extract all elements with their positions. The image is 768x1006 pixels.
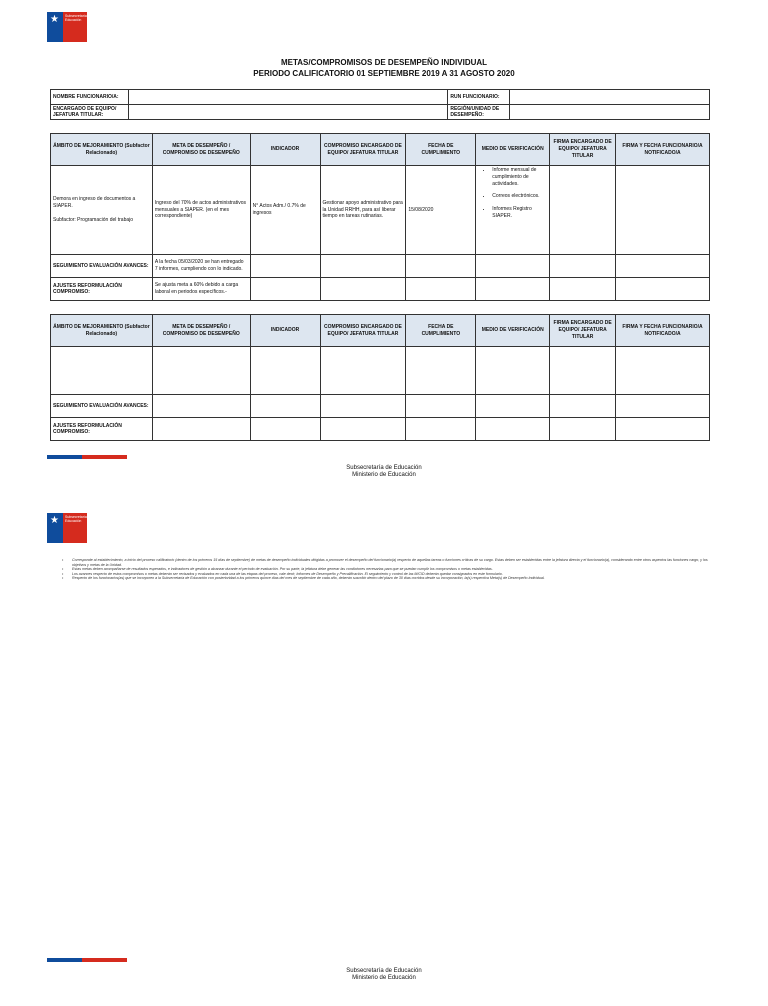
metas-table-2 bbox=[50, 314, 710, 441]
nombre-label: NOMBRE FUNCIONARIO/A: bbox=[51, 90, 129, 105]
col-medio: MEDIO DE VERIFICACIÓN bbox=[476, 315, 550, 347]
footer-line-1: Subsecretaría de Educación bbox=[346, 465, 422, 471]
col-indicador: INDICADOR bbox=[250, 134, 320, 166]
gobierno-logo: ★ Subsecretaría Educación bbox=[47, 12, 87, 42]
col-firma-encargado: FIRMA ENCARGADO DE EQUIPO/ JEFATURA TITULAR bbox=[550, 134, 616, 166]
run-label: RUN FUNCIONARIO: bbox=[448, 90, 510, 105]
encargado-label: ENCARGADO DE EQUIPO/ JEFATURA TITULAR: bbox=[51, 105, 129, 120]
run-field[interactable] bbox=[510, 90, 710, 105]
meta-cell[interactable] bbox=[152, 347, 250, 395]
firma-funcionario-cell[interactable] bbox=[616, 347, 710, 395]
col-firma-encargado: FIRMA ENCARGADO DE EQUIPO/ JEFATURA TITULAR bbox=[550, 315, 616, 347]
list-item: • Estas metas deben acompañarse de resultados esperados, e indicadores de gestión a alcanzar durante el período de evaluación. Por su parte, la jefatura debe generar las condiciones necesarias para que se puedan cumplir los compromisos o metas establecidas. bbox=[62, 567, 712, 572]
firma-encargado-cell[interactable] bbox=[550, 166, 616, 255]
list-item: • Informe mensual de cumplimiento de actividades. bbox=[492, 167, 547, 187]
metas-table-1 bbox=[50, 133, 710, 301]
document-period: PERIODO CALIFICATORIO 01 SEPTIEMBRE 2019 A 31 AGOSTO 2020 bbox=[253, 69, 515, 78]
medio-cell[interactable] bbox=[476, 166, 550, 255]
col-ambito: ÁMBITO DE MEJORAMIENTO (Subfactor Relacionado) bbox=[51, 315, 153, 347]
list-item: • Respecto de los funcionarios(as) que se incorporen a la Subsecretaría de Educación con posterioridad a los primeros quince días del mes de septiembre de cada año, deberán suscribir dentro del plazo de 30 días corridos desde su incorporación, la(s) respectiva Meta(s) de Desempeño Individual. bbox=[62, 576, 712, 581]
list-item: • Corresponde al establecimiento, a inicio del proceso calificatorio (dentro de los primeros 15 días de septiembre) de metas de desempeño individuales dirigidas a promover el desempeño del funcionario(a) respecto de aquellas tareas o funciones críticas de su cargo. Estas deben ser establecidas entre la jefatura directa y el funcionario(a), considerando entre otros aspectos las funciones cargo, y los objetivos y metas de la Unidad. bbox=[62, 558, 712, 567]
compromiso-cell[interactable] bbox=[320, 347, 406, 395]
seguimiento-value[interactable]: A la fecha 05/03/2020 se han entregado 7 informes, cumpliendo con lo indicado. bbox=[152, 255, 250, 278]
region-label: REGIÓN/UNIDAD DE DESEMPEÑO: bbox=[448, 105, 510, 120]
col-meta: META DE DESEMPEÑO / COMPROMISO DE DESEMPEÑO bbox=[152, 315, 250, 347]
seguimiento-label: SEGUIMIENTO EVALUACIÓN AVANCES: bbox=[51, 395, 153, 418]
seguimiento-value[interactable] bbox=[152, 395, 250, 418]
medio-cell[interactable] bbox=[476, 347, 550, 395]
logo-text: Subsecretaría Educación bbox=[65, 515, 87, 523]
footer-flag-bar bbox=[47, 455, 127, 459]
footer-line-1: Subsecretaría de Educación bbox=[346, 968, 422, 974]
ajustes-label: AJUSTES REFORMULACIÓN COMPROMISO: bbox=[51, 418, 153, 441]
fecha-cell[interactable]: 15/08/2020 bbox=[406, 166, 476, 255]
logo-text: Subsecretaría Educación bbox=[65, 14, 87, 22]
footer-line-2: Ministerio de Educación bbox=[352, 975, 416, 981]
document-title: METAS/COMPROMISOS DE DESEMPEÑO INDIVIDUAL bbox=[280, 58, 488, 67]
region-field[interactable] bbox=[510, 105, 710, 120]
compromiso-cell[interactable]: Gestionar apoyo administrativo para la Unidad RRHH, para así liberar tiempo en tareas rutinarias. bbox=[320, 166, 406, 255]
footer-flag-bar bbox=[47, 958, 127, 962]
ambito-cell[interactable] bbox=[51, 166, 153, 255]
encargado-field[interactable] bbox=[128, 105, 447, 120]
fecha-cell[interactable] bbox=[406, 347, 476, 395]
ambito-cell[interactable] bbox=[51, 347, 153, 395]
col-compromiso: COMPROMISO ENCARGADO DE EQUIPO/ JEFATURA TITULAR bbox=[320, 315, 406, 347]
indicador-cell[interactable] bbox=[250, 347, 320, 395]
indicador-cell[interactable]: N° Actos Adm./ 0.7% de ingresos bbox=[250, 166, 320, 255]
subfactor-text: Subfactor: Programación del trabajo bbox=[53, 216, 134, 223]
footnotes-list bbox=[62, 558, 712, 581]
list-item: • Los avances respecto de estos compromisos o metas deberán ser revisados y evaluados en cada una de las etapas del proceso, vale decir, Informes de Desempeño y Precalificación. El seguimiento y control de las M/CID deberán quedar consignados en este formulario. bbox=[62, 572, 712, 577]
col-medio: MEDIO DE VERIFICACIÓN bbox=[476, 134, 550, 166]
employee-info-table bbox=[50, 89, 710, 120]
col-meta: META DE DESEMPEÑO / COMPROMISO DE DESEMPEÑO bbox=[152, 134, 250, 166]
meta-cell[interactable]: Ingreso del 70% de actos administrativos mensuales a SIAPER. (en el mes correspondiente) bbox=[152, 166, 250, 255]
ajustes-value[interactable]: Se ajusta meta a 60% debido a carga laboral en periodos específicos.- bbox=[152, 278, 250, 301]
col-firma-funcionario: FIRMA Y FECHA FUNCIONARIO/A NOTIFICADO/A bbox=[616, 315, 710, 347]
col-indicador: INDICADOR bbox=[250, 315, 320, 347]
col-ambito: ÁMBITO DE MEJORAMIENTO (Subfactor Relacionado) bbox=[51, 134, 153, 166]
list-item: • Informes Registro SIAPER. bbox=[492, 206, 547, 220]
firma-encargado-cell[interactable] bbox=[550, 347, 616, 395]
medio-list bbox=[478, 167, 547, 220]
ambito-text: Demora en ingreso de documentos a SIAPER. bbox=[53, 196, 136, 210]
seguimiento-label: SEGUIMIENTO EVALUACIÓN AVANCES: bbox=[51, 255, 153, 278]
col-fecha: FECHA DE CUMPLIMIENTO bbox=[406, 315, 476, 347]
nombre-field[interactable] bbox=[128, 90, 447, 105]
gobierno-logo: ★ Subsecretaría Educación bbox=[47, 513, 87, 543]
ajustes-value[interactable] bbox=[152, 418, 250, 441]
list-item: • Correos electrónicos. bbox=[492, 193, 547, 200]
ajustes-label: AJUSTES REFORMULACIÓN COMPROMISO: bbox=[51, 278, 153, 301]
firma-funcionario-cell[interactable] bbox=[616, 166, 710, 255]
col-fecha: FECHA DE CUMPLIMIENTO bbox=[406, 134, 476, 166]
col-compromiso: COMPROMISO ENCARGADO DE EQUIPO/ JEFATURA TITULAR bbox=[320, 134, 406, 166]
col-firma-funcionario: FIRMA Y FECHA FUNCIONARIO/A NOTIFICADO/A bbox=[616, 134, 710, 166]
footer-line-2: Ministerio de Educación bbox=[352, 472, 416, 478]
